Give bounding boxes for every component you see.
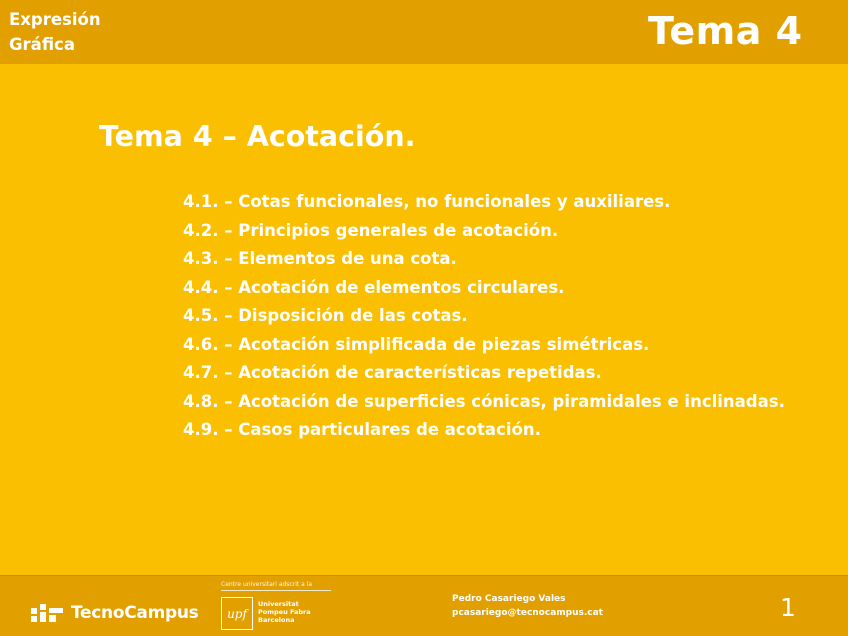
author-info [452, 592, 603, 620]
upf-logo-mark: upf [221, 597, 253, 630]
slide-number: 1 [780, 593, 796, 622]
author-email: pcasariego@tecnocampus.cat [452, 608, 603, 618]
tecnocampus-logo [30, 602, 198, 624]
topic-item: 4.3. – Elementos de una cota. [183, 249, 457, 268]
topic-item: 4.2. – Principios generales de acotación. [183, 220, 559, 240]
upf-name-line: Barcelona [258, 616, 295, 625]
upf-name [258, 600, 311, 625]
upf-divider [221, 590, 331, 591]
course-title-line2: Gráfica [9, 35, 75, 54]
header-band [0, 0, 848, 64]
slide-title: Tema 4 – Acotación. [99, 120, 416, 153]
author-name: Pedro Casariego Vales [452, 594, 566, 604]
topic-item: 4.4. – Acotación de elementos circulares. [183, 277, 565, 297]
upf-name-line: Universitat [258, 600, 299, 608]
topic-item: 4.8. – Acotación de superficies cónicas, piramidales e inclinadas. [183, 391, 785, 411]
upf-caption: Centre universitari adscrit a la [221, 581, 313, 588]
tecnocampus-wordmark: TecnoCampus [71, 603, 199, 623]
topic-list [183, 188, 785, 445]
footer-band [0, 575, 848, 636]
course-title [9, 7, 101, 57]
topic-item: 4.5. – Disposición de las cotas. [183, 306, 468, 325]
topic-item: 4.9. – Casos particulares de acotación. [183, 420, 541, 439]
topic-item: 4.1. – Cotas funcionales, no funcionales y auxiliares. [183, 192, 671, 211]
upf-name-line: Pompeu Fabra [258, 608, 311, 617]
course-title-line1: Expresión [9, 10, 101, 29]
topic-item: 4.6. – Acotación simplificada de piezas simétricas. [183, 334, 650, 354]
tecnocampus-icon [30, 602, 66, 624]
tema-badge: Tema 4 [648, 9, 803, 53]
topic-item: 4.7. – Acotación de características repetidas. [183, 363, 602, 382]
